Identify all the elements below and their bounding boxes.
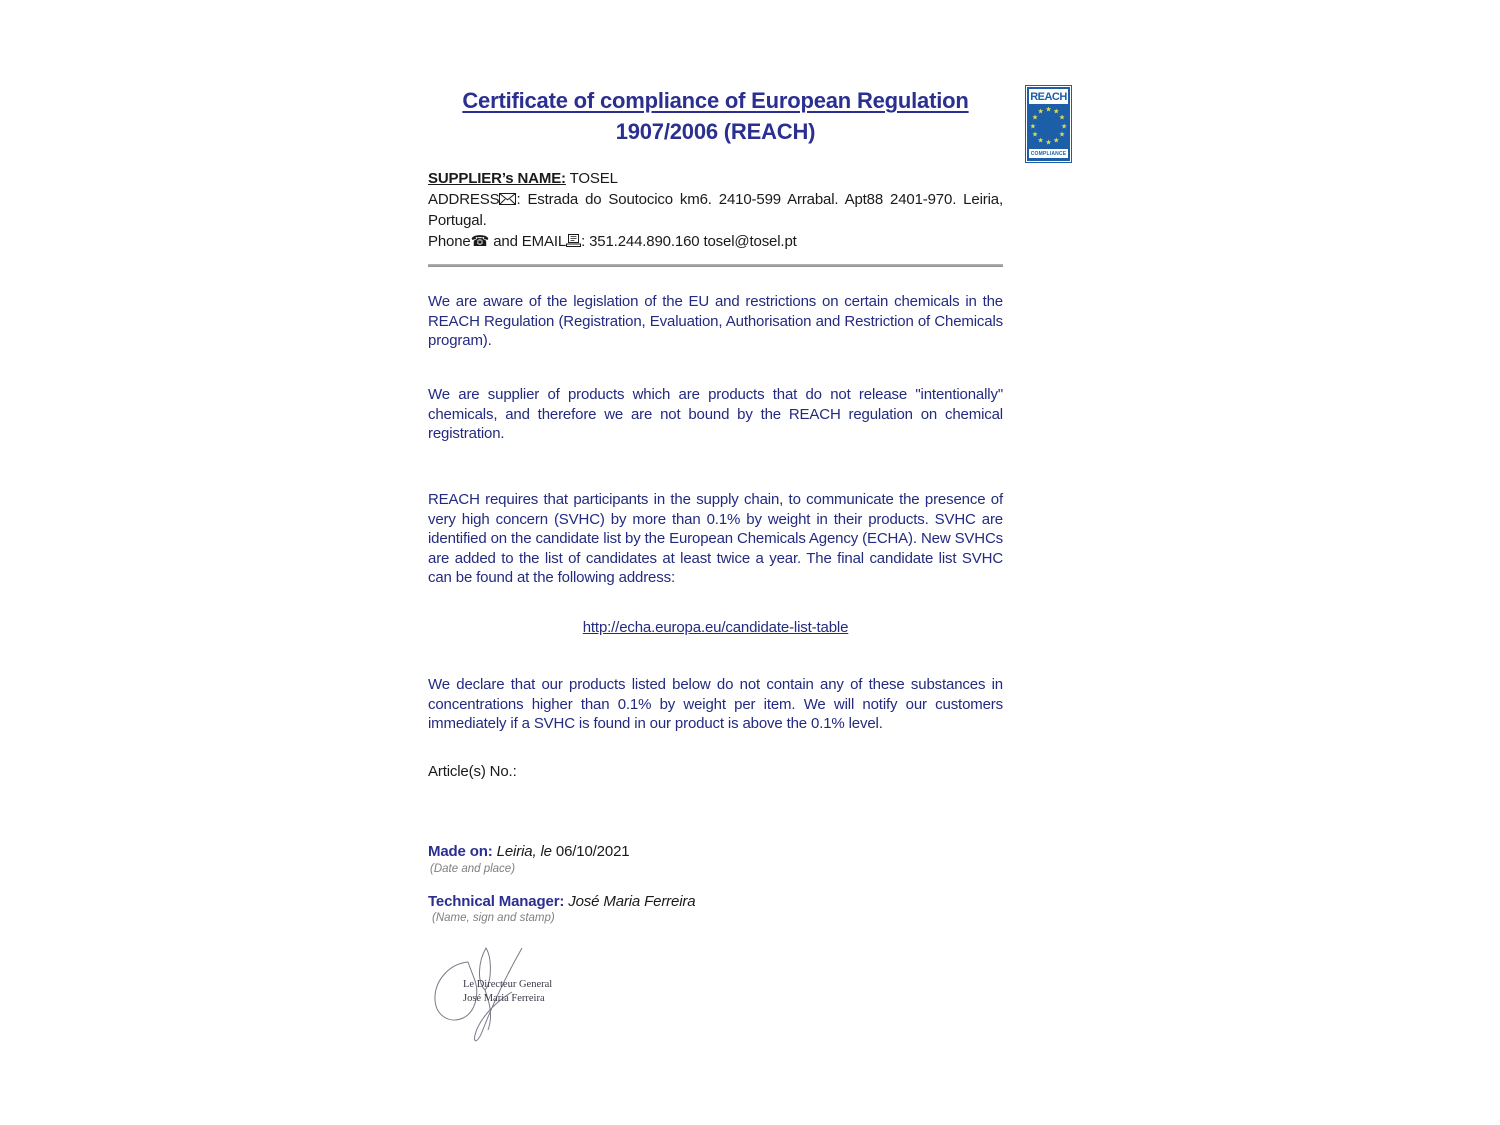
phone-icon: ☎ xyxy=(470,232,490,250)
signature-block xyxy=(430,940,560,1055)
technical-manager-row xyxy=(428,893,695,910)
made-on-place: Leiria, le xyxy=(492,843,552,860)
date-place-caption: (Date and place) xyxy=(430,863,516,875)
supplier-name-value: TOSEL xyxy=(565,170,618,187)
paragraph-declaration: We declare that our products listed below do not contain any of these substances in concentrations higher than 0.1% by weight per item. We will notify our customers immediately if a SVHC is found in our product is above the 0.1% level. xyxy=(428,676,1003,732)
name-sign-stamp-caption: (Name, sign and stamp) xyxy=(432,912,555,924)
email-label: and EMAIL xyxy=(489,232,567,250)
technical-manager-name: José Maria Ferreira xyxy=(564,893,696,910)
supplier-contact-row xyxy=(428,232,1003,254)
paragraph-svhc: REACH requires that participants in the supply chain, to communicate the presence of very high concern (SVHC) by more than 0.1% by weight in their products. SVHC are identified on the candidate list by the European Chemicals Agency (ECHA). New SVHCs are added to the list of candidates at least twice a year. The final candidate list SVHC can be found at the following address: xyxy=(428,491,1003,586)
address-value: : Estrada do Soutocico km6. 2410-599 Arrabal. Apt88 2401-970. Leiria, Portugal. xyxy=(428,190,1003,229)
computer-icon xyxy=(566,233,581,254)
candidate-list-link[interactable]: http://echa.europa.eu/candidate-list-table xyxy=(582,619,849,636)
divider-rule xyxy=(428,264,1003,267)
signature-name: José Maria Ferreira xyxy=(463,993,545,1004)
page-title-line1: Certificate of compliance of European Regulation xyxy=(462,88,969,113)
supplier-name-label: SUPPLIER’s NAME: xyxy=(428,170,566,187)
made-on-date: 06/10/2021 xyxy=(551,843,630,860)
candidate-list-link-row xyxy=(428,619,1003,637)
page-title xyxy=(428,85,1003,147)
made-on-label: Made on: xyxy=(428,843,493,860)
reach-compliance-logo xyxy=(1025,85,1072,163)
technical-manager-label: Technical Manager: xyxy=(428,893,565,910)
envelope-icon xyxy=(499,191,516,212)
paragraph-awareness: We are aware of the legislation of the EU and restrictions on certain chemicals in the REACH Regulation (Registration, Evaluation, Authorisation and Restriction of Chemicals program). xyxy=(428,293,1003,349)
article-number-label: Article(s) No.: xyxy=(428,763,517,780)
made-on-row xyxy=(428,843,629,860)
signature-text xyxy=(463,978,573,1006)
page-title-line2: 1907/2006 (REACH) xyxy=(615,119,816,144)
supplier-address-row xyxy=(428,190,1003,232)
address-label: ADDRESS xyxy=(428,190,500,208)
signature-title: Le Directeur General xyxy=(463,979,553,990)
contact-value: : 351.244.890.160 tosel@tosel.pt xyxy=(581,232,797,250)
eu-stars-icon: ★ ★ ★ ★ ★ ★ ★ ★ ★ ★ ★ ★ xyxy=(1029,106,1068,147)
paragraph-supplier-status: We are supplier of products which are products that do not release "intentionally" chemicals, and therefore we are not bound by the REACH regulation on chemical registration. xyxy=(428,386,1003,442)
supplier-name-row xyxy=(428,169,1003,190)
reach-logo-caption: COMPLIANCE xyxy=(1030,150,1067,157)
supplier-info xyxy=(428,169,1003,253)
phone-label: Phone xyxy=(428,232,471,250)
reach-logo-title: REACH xyxy=(1030,90,1067,103)
